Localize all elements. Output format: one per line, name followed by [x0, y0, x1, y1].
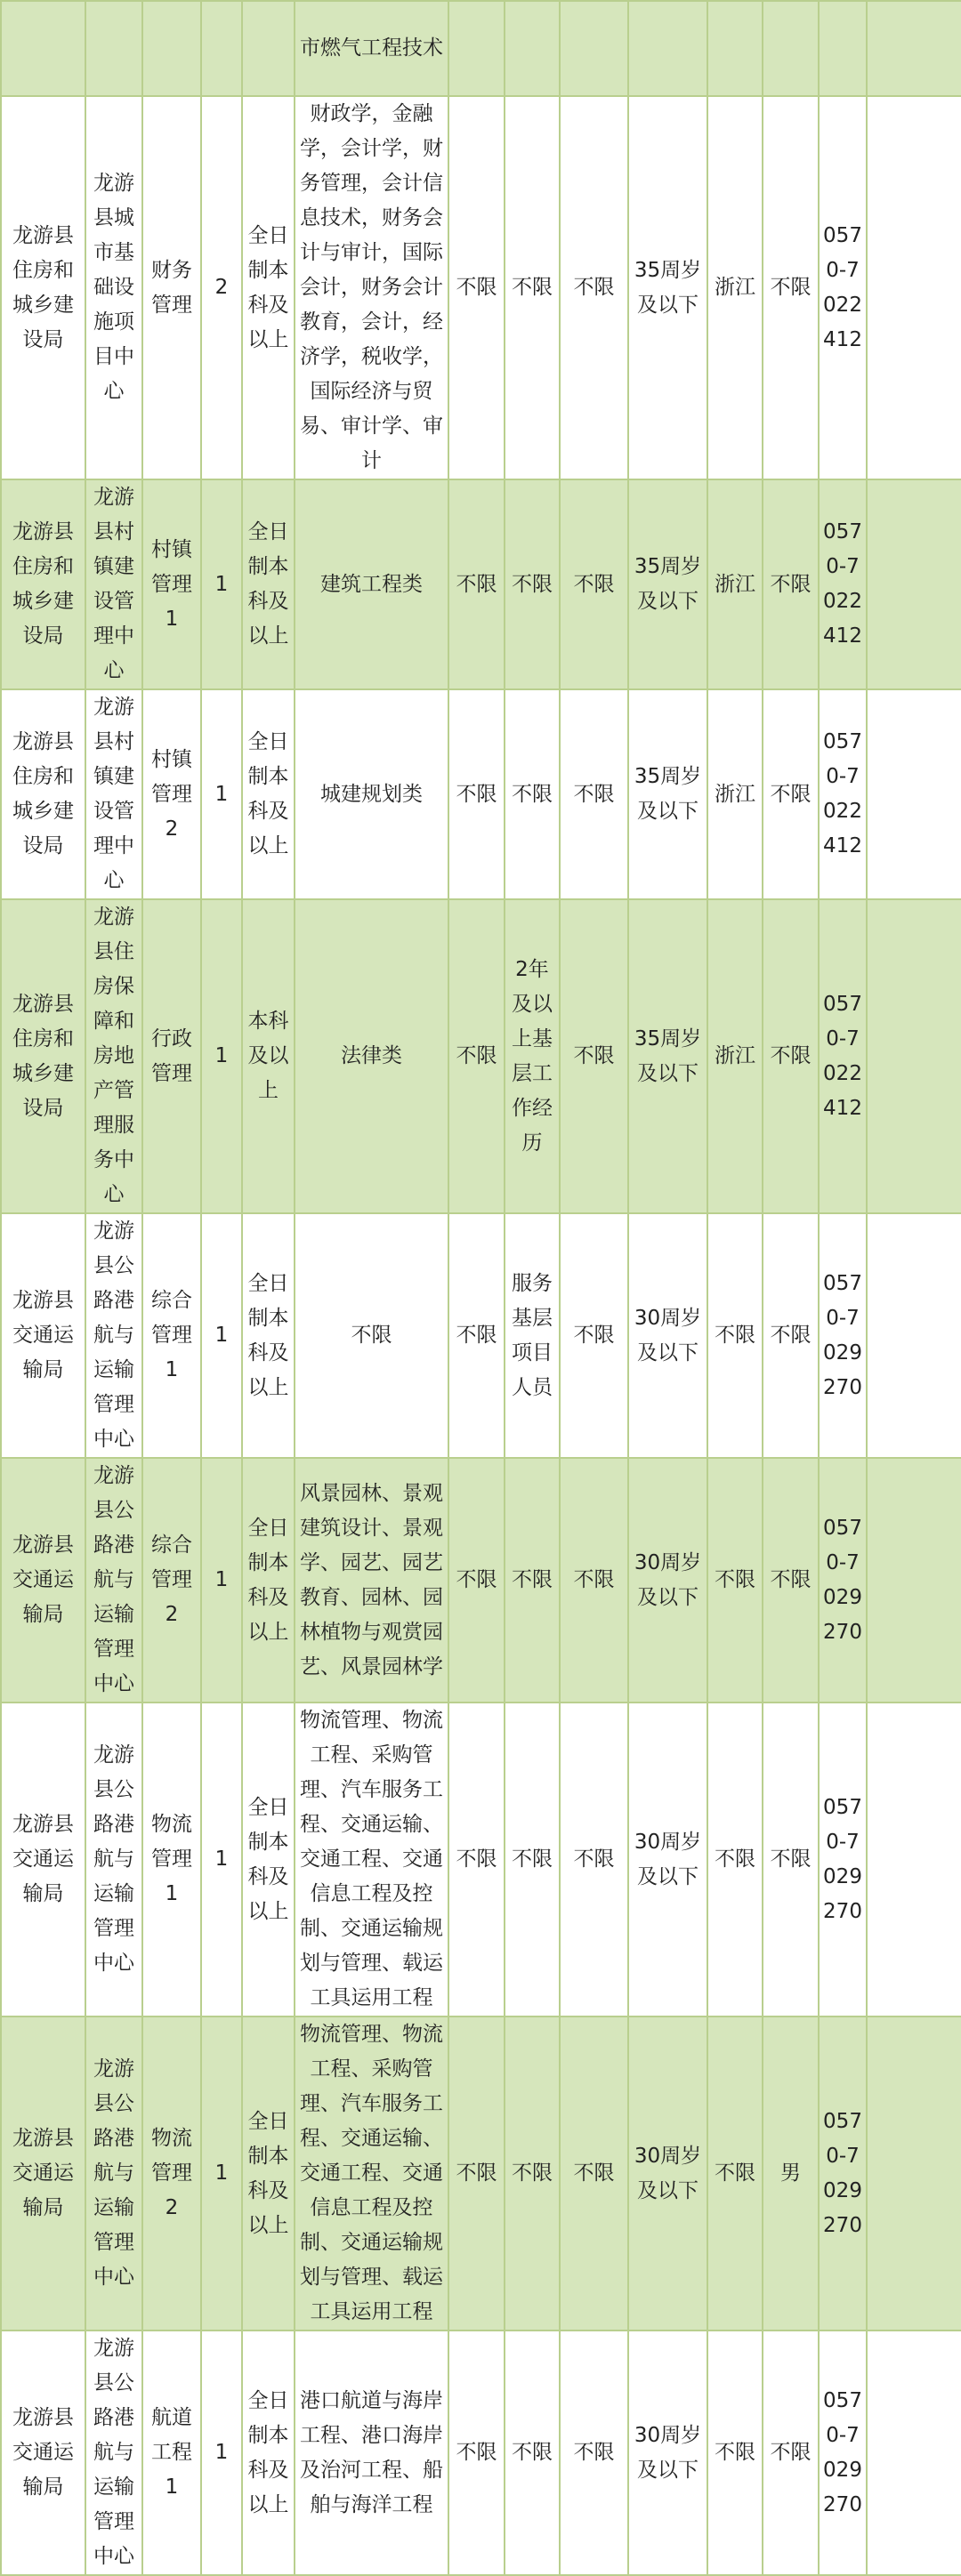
blank-cell	[867, 1, 961, 96]
blank-cell	[867, 1458, 961, 1703]
degree-cell	[448, 1703, 505, 2017]
cell-text: 35周岁及以下	[634, 1026, 702, 1085]
cell-text: 0570-7029270	[823, 2388, 862, 2516]
phone-cell	[819, 1458, 867, 1703]
cell-text: 30周岁及以下	[634, 1306, 702, 1364]
cell-text: 龙游县公路港航与运输管理中心	[93, 2057, 134, 2289]
residence-cell	[707, 2330, 763, 2575]
position-cell	[142, 1213, 201, 1458]
cell-text: 不限	[770, 1324, 812, 1347]
experience-cell	[505, 1458, 560, 1703]
education-cell	[242, 1458, 295, 1703]
education-cell	[242, 689, 295, 899]
cell-text: 物流管理、物流工程、采购管理、汽车服务工程、交通运输、交通工程、交通信息工程及控制、交通运输规划与管理、载运工具运用工程	[300, 1709, 443, 2009]
gender-cell	[763, 1213, 819, 1458]
cell-text: 龙游县住房和城乡建设局	[12, 992, 74, 1120]
experience-cell	[505, 2017, 560, 2330]
table-row	[1, 96, 961, 479]
phone-cell	[819, 96, 867, 479]
cell-text: 30周岁及以下	[634, 2423, 702, 2482]
cell-text: 2	[214, 276, 229, 299]
phone-cell	[819, 479, 867, 689]
cell-text: 不限	[715, 1568, 755, 1591]
position-cell	[142, 1, 201, 96]
residence-cell	[707, 1703, 763, 2017]
degree-cell	[448, 2017, 505, 2330]
cell-text: 不限	[573, 572, 615, 596]
education-cell	[242, 2017, 295, 2330]
cell-text: 1	[214, 572, 229, 596]
blank-cell	[867, 479, 961, 689]
position-cell	[142, 689, 201, 899]
cell-text: 0570-7022412	[823, 992, 862, 1120]
unit-cell	[85, 1703, 142, 2017]
unit-cell	[85, 2330, 142, 2575]
cell-text: 龙游县住房和城乡建设局	[12, 730, 74, 857]
major-cell	[295, 1703, 448, 2017]
table-row	[1, 689, 961, 899]
cell-text: 1	[214, 782, 229, 806]
cell-text: 本科及以上	[247, 1010, 289, 1102]
cell-text: 不限	[512, 1847, 553, 1871]
department-cell	[1, 1213, 85, 1458]
cell-text: 不限	[512, 276, 553, 299]
cell-text: 不限	[770, 1847, 812, 1871]
major-cell	[295, 96, 448, 479]
major-cell	[295, 2330, 448, 2575]
age-cell	[628, 689, 707, 899]
other-cell	[560, 689, 628, 899]
position-cell	[142, 1458, 201, 1703]
education-cell	[242, 1, 295, 96]
cell-text: 不限	[512, 2441, 553, 2464]
headcount-cell	[201, 689, 242, 899]
cell-text: 不限	[351, 1324, 392, 1347]
degree-cell	[448, 96, 505, 479]
cell-text: 不限	[573, 782, 615, 806]
phone-cell	[819, 2330, 867, 2575]
department-cell	[1, 1703, 85, 2017]
other-cell	[560, 899, 628, 1213]
age-cell	[628, 2017, 707, 2330]
phone-cell	[819, 1703, 867, 2017]
experience-cell	[505, 1213, 560, 1458]
education-cell	[242, 1703, 295, 2017]
degree-cell	[448, 2330, 505, 2575]
table-row	[1, 1213, 961, 1458]
cell-text: 0570-7029270	[823, 1516, 862, 1644]
gender-cell	[763, 1703, 819, 2017]
blank-cell	[867, 1703, 961, 2017]
cell-text: 不限	[456, 2441, 497, 2464]
major-cell	[295, 1, 448, 96]
headcount-cell	[201, 1703, 242, 2017]
experience-cell	[505, 1, 560, 96]
major-cell	[295, 899, 448, 1213]
phone-cell	[819, 1, 867, 96]
cell-text: 法律类	[341, 1044, 402, 1067]
table-row	[1, 2330, 961, 2575]
table-row	[1, 1703, 961, 2017]
department-cell	[1, 899, 85, 1213]
cell-text: 龙游县公路港航与运输管理中心	[93, 2337, 134, 2568]
table-row	[1, 1458, 961, 1703]
cell-text: 浙江	[715, 276, 755, 299]
cell-text: 财政学，金融学，会计学，财务管理，会计信息技术，财务会计与审计，国际会计，财务会计教育，会计，经济学，税收学，国际经济与贸易、审计学、审计	[300, 102, 443, 472]
major-cell	[295, 479, 448, 689]
position-cell	[142, 1703, 201, 2017]
major-cell	[295, 689, 448, 899]
cell-text: 龙游县村镇建设管理中心	[93, 486, 134, 682]
position-cell	[142, 899, 201, 1213]
headcount-cell	[201, 1213, 242, 1458]
degree-cell	[448, 899, 505, 1213]
cell-text: 龙游县交通运输局	[12, 1534, 74, 1626]
cell-text: 不限	[573, 2161, 615, 2185]
cell-text: 龙游县住房和城乡建设局	[12, 520, 74, 648]
other-cell	[560, 1703, 628, 2017]
cell-text: 0570-7029270	[823, 1271, 862, 1399]
department-cell	[1, 96, 85, 479]
cell-text: 不限	[512, 2161, 553, 2185]
cell-text: 不限	[512, 782, 553, 806]
residence-cell	[707, 899, 763, 1213]
cell-text: 龙游县城市基础设施项目中心	[93, 172, 134, 403]
cell-text: 1	[214, 2161, 229, 2185]
cell-text: 浙江	[715, 572, 755, 596]
department-cell	[1, 2017, 85, 2330]
cell-text: 物流管理2	[151, 2127, 192, 2219]
unit-cell	[85, 479, 142, 689]
cell-text: 村镇管理2	[151, 747, 192, 841]
other-cell	[560, 1213, 628, 1458]
cell-text: 风景园林、景观建筑设计、景观学、园艺、园艺教育、园林、园林植物与观赏园艺、风景园林学	[300, 1481, 443, 1678]
degree-cell	[448, 1458, 505, 1703]
phone-cell	[819, 2017, 867, 2330]
degree-cell	[448, 1213, 505, 1458]
cell-text: 龙游县公路港航与运输管理中心	[93, 1220, 134, 1451]
cell-text: 0570-7029270	[823, 2109, 862, 2237]
cell-text: 0570-7029270	[823, 1795, 862, 1923]
cell-text: 不限	[770, 572, 812, 596]
cell-text: 全日制本科及以上	[247, 2388, 289, 2516]
position-cell	[142, 2330, 201, 2575]
cell-text: 浙江	[715, 782, 755, 806]
cell-text: 不限	[456, 1044, 497, 1067]
cell-text: 不限	[573, 276, 615, 299]
unit-cell	[85, 2017, 142, 2330]
cell-text: 不限	[573, 1847, 615, 1871]
cell-text: 不限	[512, 572, 553, 596]
other-cell	[560, 1, 628, 96]
gender-cell	[763, 899, 819, 1213]
experience-cell	[505, 479, 560, 689]
cell-text: 龙游县住房保障和房地产管理服务中心	[93, 906, 134, 1206]
gender-cell	[763, 479, 819, 689]
age-cell	[628, 479, 707, 689]
cell-text: 不限	[715, 1847, 755, 1871]
major-cell	[295, 2017, 448, 2330]
cell-text: 1	[214, 2441, 229, 2464]
residence-cell	[707, 1213, 763, 1458]
other-cell	[560, 1458, 628, 1703]
cell-text: 不限	[456, 1324, 497, 1347]
cell-text: 龙游县交通运输局	[12, 1813, 74, 1905]
gender-cell	[763, 96, 819, 479]
table-row	[1, 1, 961, 96]
residence-cell	[707, 1, 763, 96]
unit-cell	[85, 899, 142, 1213]
department-cell	[1, 2330, 85, 2575]
headcount-cell	[201, 2017, 242, 2330]
age-cell	[628, 899, 707, 1213]
cell-text: 服务基层项目人员	[512, 1271, 553, 1399]
cell-text: 1	[214, 1568, 229, 1591]
blank-cell	[867, 899, 961, 1213]
blank-cell	[867, 689, 961, 899]
gender-cell	[763, 1458, 819, 1703]
residence-cell	[707, 1458, 763, 1703]
cell-text: 1	[214, 1847, 229, 1871]
table-row	[1, 2017, 961, 2330]
age-cell	[628, 96, 707, 479]
cell-text: 龙游县住房和城乡建设局	[12, 223, 74, 351]
position-cell	[142, 479, 201, 689]
cell-text: 不限	[770, 782, 812, 806]
cell-text: 财务管理	[151, 258, 192, 317]
position-cell	[142, 96, 201, 479]
education-cell	[242, 2330, 295, 2575]
position-cell	[142, 2017, 201, 2330]
major-cell	[295, 1213, 448, 1458]
cell-text: 龙游县公路港航与运输管理中心	[93, 1464, 134, 1695]
cell-text: 不限	[770, 1568, 812, 1591]
gender-cell	[763, 2017, 819, 2330]
table-row	[1, 479, 961, 689]
table-body	[1, 1, 961, 2575]
cell-text: 物流管理、物流工程、采购管理、汽车服务工程、交通运输、交通工程、交通信息工程及控制、交通运输规划与管理、载运工具运用工程	[300, 2023, 443, 2323]
cell-text: 30周岁及以下	[634, 2144, 702, 2202]
degree-cell	[448, 1, 505, 96]
cell-text: 0570-7022412	[823, 223, 862, 351]
cell-text: 不限	[715, 1324, 755, 1347]
unit-cell	[85, 1213, 142, 1458]
cell-text: 浙江	[715, 1044, 755, 1067]
cell-text: 全日制本科及以上	[247, 223, 289, 351]
cell-text: 村镇管理1	[151, 537, 192, 631]
cell-text: 不限	[456, 2161, 497, 2185]
cell-text: 不限	[715, 2441, 755, 2464]
blank-cell	[867, 1213, 961, 1458]
cell-text: 不限	[456, 1847, 497, 1871]
headcount-cell	[201, 1, 242, 96]
headcount-cell	[201, 1458, 242, 1703]
cell-text: 全日制本科及以上	[247, 1271, 289, 1399]
cell-text: 不限	[770, 1044, 812, 1067]
cell-text: 不限	[573, 1044, 615, 1067]
headcount-cell	[201, 899, 242, 1213]
education-cell	[242, 1213, 295, 1458]
cell-text: 不限	[573, 2441, 615, 2464]
cell-text: 1	[214, 1324, 229, 1347]
major-cell	[295, 1458, 448, 1703]
gender-cell	[763, 689, 819, 899]
cell-text: 不限	[456, 782, 497, 806]
cell-text: 全日制本科及以上	[247, 2109, 289, 2237]
blank-cell	[867, 96, 961, 479]
unit-cell	[85, 1458, 142, 1703]
cell-text: 不限	[573, 1324, 615, 1347]
phone-cell	[819, 689, 867, 899]
experience-cell	[505, 1703, 560, 2017]
cell-text: 行政管理	[151, 1026, 192, 1085]
cell-text: 全日制本科及以上	[247, 1516, 289, 1644]
education-cell	[242, 479, 295, 689]
age-cell	[628, 1703, 707, 2017]
table-row	[1, 899, 961, 1213]
cell-text: 0570-7022412	[823, 730, 862, 857]
cell-text: 全日制本科及以上	[247, 730, 289, 857]
other-cell	[560, 2330, 628, 2575]
cell-text: 不限	[512, 1568, 553, 1591]
cell-text: 综合管理1	[151, 1289, 192, 1381]
unit-cell	[85, 1, 142, 96]
cell-text: 全日制本科及以上	[247, 1795, 289, 1923]
department-cell	[1, 479, 85, 689]
residence-cell	[707, 689, 763, 899]
blank-cell	[867, 2330, 961, 2575]
gender-cell	[763, 2330, 819, 2575]
cell-text: 1	[214, 1044, 229, 1067]
cell-text: 龙游县公路港航与运输管理中心	[93, 1743, 134, 1975]
cell-text: 综合管理2	[151, 1534, 192, 1626]
cell-text: 不限	[573, 1568, 615, 1591]
residence-cell	[707, 479, 763, 689]
gender-cell	[763, 1, 819, 96]
cell-text: 龙游县交通运输局	[12, 2127, 74, 2219]
cell-text: 港口航道与海岸工程、港口海岸及治河工程、船舶与海洋工程	[300, 2388, 443, 2516]
headcount-cell	[201, 96, 242, 479]
experience-cell	[505, 689, 560, 899]
cell-text: 35周岁及以下	[634, 258, 702, 317]
residence-cell	[707, 96, 763, 479]
experience-cell	[505, 899, 560, 1213]
cell-text: 30周岁及以下	[634, 1550, 702, 1609]
phone-cell	[819, 1213, 867, 1458]
unit-cell	[85, 689, 142, 899]
cell-text: 2年及以上基层工作经历	[512, 957, 553, 1155]
cell-text: 不限	[456, 276, 497, 299]
cell-text: 不限	[715, 2161, 755, 2185]
cell-text: 航道工程1	[151, 2406, 192, 2499]
cell-text: 龙游县交通运输局	[12, 1289, 74, 1381]
department-cell	[1, 1458, 85, 1703]
cell-text: 市燃气工程技术	[300, 36, 443, 60]
cell-text: 全日制本科及以上	[247, 520, 289, 648]
cell-text: 男	[780, 2161, 801, 2185]
phone-cell	[819, 899, 867, 1213]
cell-text: 不限	[456, 572, 497, 596]
education-cell	[242, 96, 295, 479]
cell-text: 不限	[456, 1568, 497, 1591]
age-cell	[628, 1, 707, 96]
headcount-cell	[201, 479, 242, 689]
headcount-cell	[201, 2330, 242, 2575]
age-cell	[628, 1458, 707, 1703]
cell-text: 0570-7022412	[823, 520, 862, 648]
age-cell	[628, 2330, 707, 2575]
cell-text: 35周岁及以下	[634, 555, 702, 613]
other-cell	[560, 96, 628, 479]
cell-text: 30周岁及以下	[634, 1830, 702, 1888]
cell-text: 不限	[770, 2441, 812, 2464]
degree-cell	[448, 479, 505, 689]
cell-text: 35周岁及以下	[634, 765, 702, 823]
residence-cell	[707, 2017, 763, 2330]
other-cell	[560, 2017, 628, 2330]
cell-text: 建筑工程类	[320, 572, 423, 596]
experience-cell	[505, 2330, 560, 2575]
other-cell	[560, 479, 628, 689]
experience-cell	[505, 96, 560, 479]
cell-text: 龙游县村镇建设管理中心	[93, 696, 134, 892]
cell-text: 物流管理1	[151, 1813, 192, 1905]
cell-text: 城建规划类	[320, 782, 423, 806]
cell-text: 龙游县交通运输局	[12, 2406, 74, 2499]
department-cell	[1, 689, 85, 899]
unit-cell	[85, 96, 142, 479]
cell-text: 不限	[770, 276, 812, 299]
department-cell	[1, 1, 85, 96]
education-cell	[242, 899, 295, 1213]
degree-cell	[448, 689, 505, 899]
age-cell	[628, 1213, 707, 1458]
blank-cell	[867, 2017, 961, 2330]
